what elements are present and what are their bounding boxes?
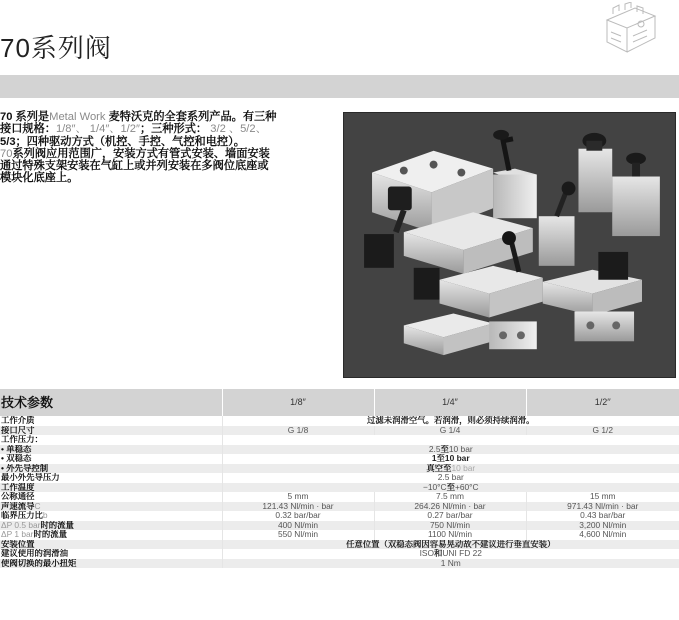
row-label: 工作介质 (1, 416, 35, 425)
row-value: G 1/8 (222, 426, 374, 436)
row-label: 临界压力比b (1, 511, 48, 520)
table-row (0, 540, 679, 550)
table-row (0, 549, 679, 559)
row-value: 4,600 Nl/min (526, 530, 679, 540)
row-value: 1至10 bar (222, 454, 679, 464)
row-label: 最小外先导压力 (1, 473, 60, 482)
row-label: 使阀切换的最小扭矩 (0, 559, 222, 569)
table-row (0, 454, 679, 464)
table-row (0, 426, 679, 436)
table-row (0, 521, 679, 531)
row-value: 550 Nl/min (222, 530, 374, 540)
intro-paragraph: 70 系列是Metal Work 麦特沃克的全套系列产品。有三种 接口规格：1/8″、 1/4″、1/2″；三种形式： 3/2 、5/2、 5/3；四种驱动方式（机控、手控、气控和电控）。 70系列阀应用范围广，安装方式有管式安装、墙面安装 通过特殊支架安装在气缸上或并列安装在多阀位底座或 模块化底座上。 (0, 111, 277, 185)
row-value: 1 Nm (222, 559, 679, 569)
row-value: −10°C至+60°C (222, 483, 679, 493)
section-banner (0, 75, 679, 98)
row-label: • 双稳态 (1, 454, 32, 463)
row-value: 真空至10 bar (222, 464, 679, 474)
row-value: 121.43 Nl/min · bar (222, 502, 374, 512)
row-value: 15 mm (526, 492, 679, 502)
table-row (0, 435, 679, 445)
row-label: • 外先导控制 (0, 464, 222, 474)
column-header: 1/2′′ (526, 389, 679, 416)
row-value: G 1/4 (374, 426, 526, 436)
row-value: 1100 Nl/min (374, 530, 526, 540)
row-value: 0.27 bar/bar (374, 511, 526, 521)
row-label: 声速流导C (0, 502, 222, 512)
table-row (0, 559, 679, 569)
row-value: ISO和UNI FD 22 (222, 549, 679, 559)
table-row (0, 445, 679, 455)
table-row (0, 530, 679, 540)
row-value: 任意位置（双稳态阀因容易晃动故不建议进行垂直安装） (222, 540, 679, 550)
row-label: 工作温度 (0, 483, 222, 493)
row-value: 5 mm (222, 492, 374, 502)
table-row (0, 492, 679, 502)
table-row (0, 416, 679, 426)
row-label: 接口尺寸 (0, 426, 222, 436)
table-row (0, 511, 679, 521)
row-value: 264.26 Nl/min · bar (374, 502, 526, 512)
row-value: 971.43 Nl/min · bar (526, 502, 679, 512)
row-label: ΔP 0.5 bar时的流量 (0, 521, 222, 531)
brand-name: Metal Work (49, 111, 109, 123)
specs-table (0, 389, 679, 568)
row-label: 工作压力： (1, 435, 43, 444)
table-row (0, 502, 679, 512)
row-value: 750 Nl/min (374, 521, 526, 531)
row-value: 0.43 bar/bar (526, 511, 679, 521)
row-label: 公称通径 (1, 492, 35, 501)
row-value: G 1/2 (526, 426, 679, 436)
page-title: 70系列阀 (0, 33, 112, 63)
row-label: • 单稳态 (0, 445, 222, 455)
row-value: 2.5 bar (222, 473, 679, 483)
table-row (0, 483, 679, 493)
specs-header-row (0, 389, 679, 416)
row-value: 2.5至10 bar (222, 445, 679, 455)
row-value: 0.32 bar/bar (222, 511, 374, 521)
row-label: 建议使用的润滑油 (1, 549, 68, 558)
specs-heading: 技术参数 (0, 389, 222, 416)
column-header: 1/4″ (374, 389, 526, 416)
row-value: 7.5 mm (374, 492, 526, 502)
table-row (0, 473, 679, 483)
row-value: 过滤未润滑空气。若润滑，则必须持续润滑。 (222, 416, 679, 426)
row-value: 3,200 Nl/min (526, 521, 679, 531)
column-header: 1/8″ (222, 389, 374, 416)
table-row (0, 464, 679, 474)
row-label: ΔP 1 bar时的流量 (1, 530, 67, 539)
valve-outline-icon (597, 2, 659, 58)
valves-product-photo (343, 112, 676, 378)
row-value: 400 Nl/min (222, 521, 374, 531)
row-label: 安装位置 (0, 540, 222, 550)
